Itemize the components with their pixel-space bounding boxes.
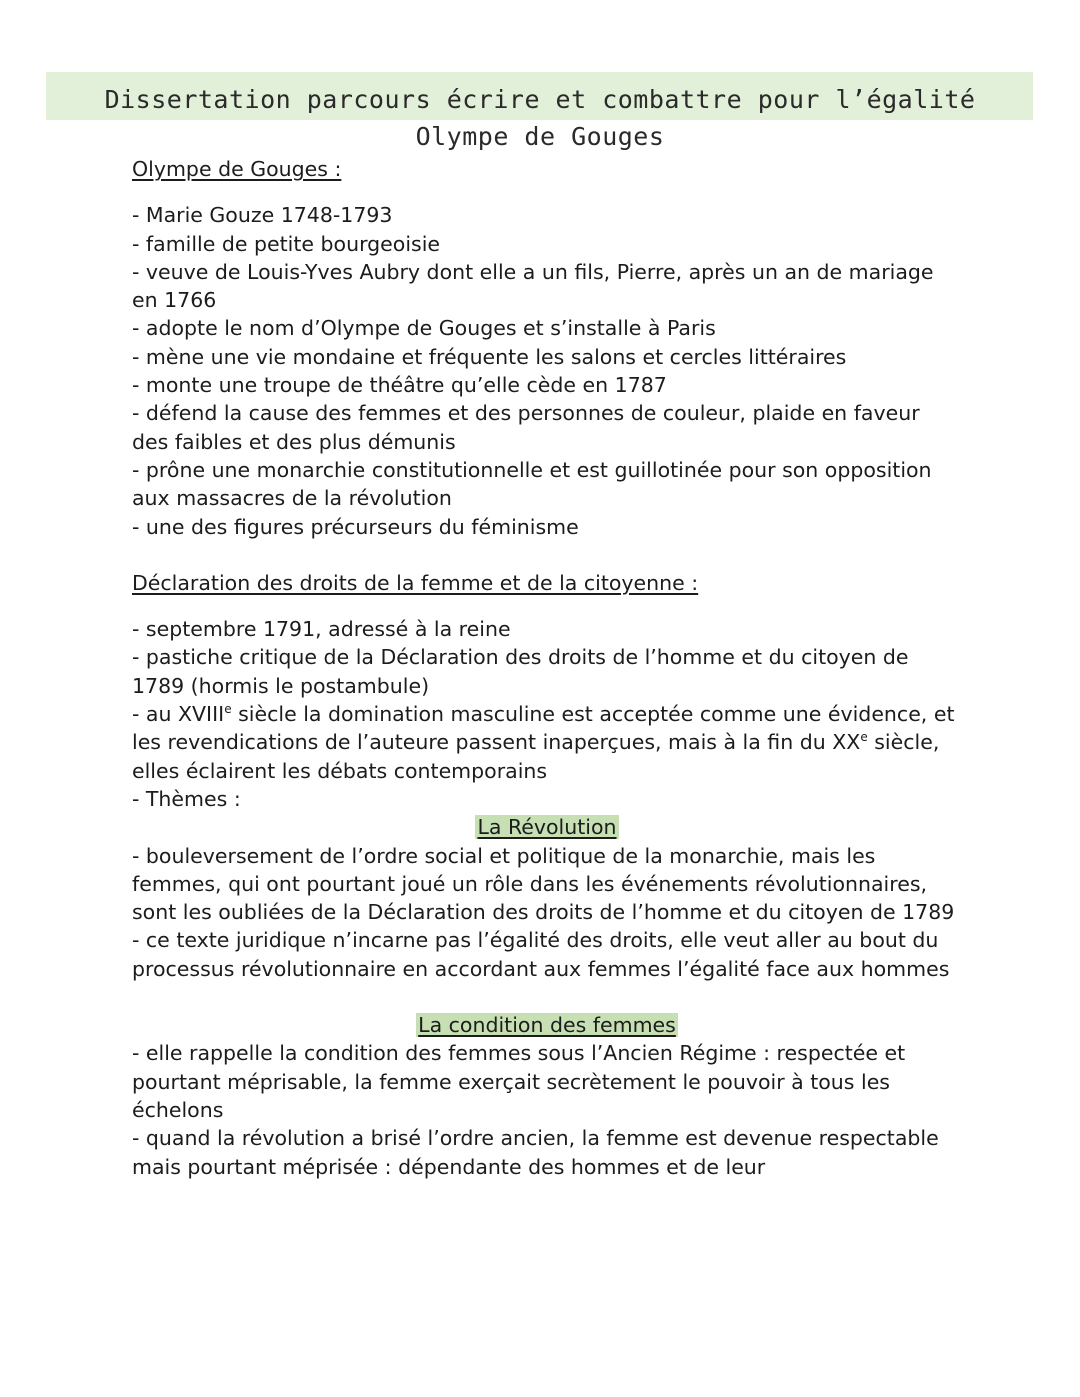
page-title: Dissertation parcours écrire et combattre pour l’égalité <box>104 85 976 114</box>
list-item: - ce texte juridique n’incarne pas l’égalité des droits, elle veut aller au bout du processus révolutionnaire en accordant aux femmes l’égalité face aux hommes <box>132 928 950 981</box>
list-item: - monte une troupe de théâtre qu’elle cède en 1787 <box>132 373 667 398</box>
text-fragment: siècle, elles éclairent les débats contemporains <box>132 730 940 783</box>
list-item: - une des figures précurseurs du féminisme <box>132 514 579 539</box>
section-heading-olympe: Olympe de Gouges : <box>132 157 342 181</box>
condition-list <box>132 1039 962 1180</box>
theme-heading-revolution <box>132 813 962 841</box>
section-heading-declaration: Déclaration des droits de la femme et de la citoyenne : <box>132 570 699 595</box>
biography-list <box>132 201 962 541</box>
list-item: - Marie Gouze 1748-1793 <box>132 203 393 228</box>
list-item: - septembre 1791, adressé à la reine <box>132 617 511 642</box>
list-item: - pastiche critique de la Déclaration des droits de l’homme et du citoyen de 1789 (hormis le postambule) <box>132 645 909 698</box>
list-item: - elle rappelle la condition des femmes sous l’Ancien Régime : respectée et pourtant méprisable, la femme exerçait secrètement le pouvoir à tous les échelons <box>132 1041 906 1122</box>
revolution-list <box>132 842 962 983</box>
theme-heading-condition <box>132 1011 962 1039</box>
list-item: - mène une vie mondaine et fréquente les salons et cercles littéraires <box>132 344 847 369</box>
page-subtitle: Olympe de Gouges <box>415 122 665 151</box>
text-fragment: siècle la domination masculine est acceptée comme une évidence, et les revendications de l’auteure passent inaperçues, mais à la fin du XX <box>132 702 955 755</box>
list-item: - bouleversement de l’ordre social et politique de la monarchie, mais les femmes, qui ont pourtant joué un rôle dans les événements révolutionnaires, sont les oubliées de la Déclaration des droits de l’homme et du citoyen de 1789 <box>132 843 955 925</box>
list-item: - veuve de Louis-Yves Aubry dont elle a un fils, Pierre, après un an de mariage en 1766 <box>132 259 934 313</box>
text-fragment: - au XVIII <box>132 702 225 727</box>
theme-heading-label: La Révolution <box>477 815 617 840</box>
declaration-list <box>132 615 962 813</box>
superscript: e <box>860 730 868 745</box>
list-item: - adopte le nom d’Olympe de Gouges et s’installe à Paris <box>132 316 716 341</box>
superscript: e <box>224 702 232 717</box>
theme-heading-label: La condition des femmes <box>418 1013 676 1038</box>
list-item: - quand la révolution a brisé l’ordre ancien, la femme est devenue respectable mais pourtant méprisée : dépendante des hommes et de leur <box>132 1126 939 1179</box>
list-item: - prône une monarchie constitutionnelle et est guillotinée pour son opposition aux massacres de la révolution <box>132 457 932 511</box>
list-item: - défend la cause des femmes et des personnes de couleur, plaide en faveur des faibles et des plus démunis <box>132 401 920 454</box>
list-item: - Thèmes : <box>132 786 241 811</box>
list-item: - famille de petite bourgeoisie <box>132 231 441 256</box>
document-body <box>132 155 962 1181</box>
list-item <box>132 700 962 785</box>
